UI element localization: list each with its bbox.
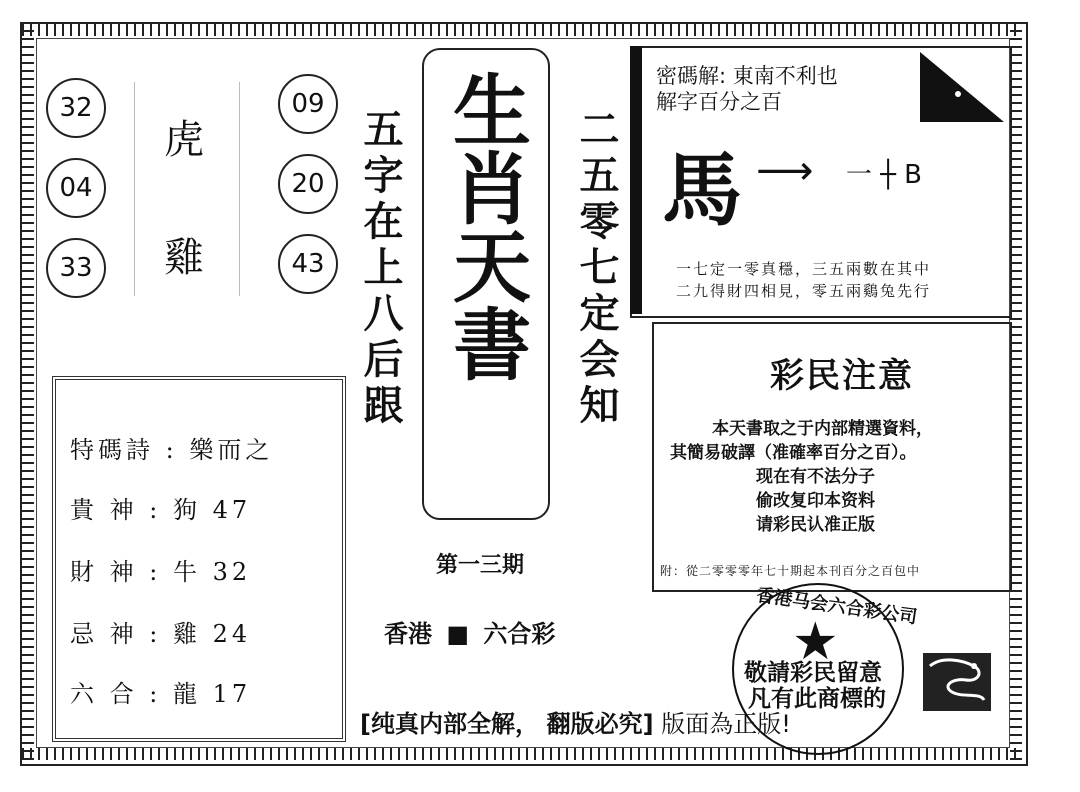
lottery-right: 六合彩 bbox=[483, 620, 556, 648]
notice-line: 偷改复印本资料 bbox=[756, 491, 875, 511]
square-icon: ■ bbox=[446, 620, 470, 648]
poem-value: 狗 47 bbox=[173, 496, 252, 524]
poem-row bbox=[70, 552, 251, 587]
greek-key-border-top bbox=[22, 24, 1022, 36]
poem-row bbox=[70, 674, 251, 709]
cipher-label: 密碼解: bbox=[656, 64, 727, 88]
number-ball: 33 bbox=[46, 238, 106, 298]
poem-sep: : bbox=[149, 558, 162, 586]
poem-value: 雞 24 bbox=[173, 620, 252, 648]
poem-sep: : bbox=[149, 620, 162, 648]
page-title: 生肖天書 bbox=[440, 70, 531, 382]
poem-value: 樂而之 bbox=[189, 436, 274, 464]
poem-row bbox=[70, 430, 273, 465]
number-ball: 09 bbox=[278, 74, 338, 134]
trademark-logo-icon bbox=[922, 652, 992, 712]
poem-label: 財 神 bbox=[70, 558, 138, 586]
lottery-name bbox=[384, 614, 555, 649]
right-vertical-slogan: 二五零七定会知 bbox=[573, 108, 619, 430]
footer-part: 版面為正版! bbox=[661, 710, 791, 738]
notice-line: 其簡易破譯（准確率百分之百）。 bbox=[670, 443, 917, 463]
poem-value: 龍 17 bbox=[173, 680, 252, 708]
poem-label: 貴 神 bbox=[70, 496, 138, 524]
cipher-line2: 解字百分之百 bbox=[656, 90, 782, 114]
notice-line: 请彩民认准正版 bbox=[756, 515, 875, 535]
number-ball: 32 bbox=[46, 78, 106, 138]
cipher-verse: 一七定一零真穩，三五兩數在其中 bbox=[676, 260, 932, 278]
cipher-verse: 二九得財四相見，零五兩鷄兔先行 bbox=[676, 282, 932, 300]
poem-row bbox=[70, 490, 251, 525]
footer-part: [纯真内部全解， bbox=[360, 710, 539, 738]
footer-slogan bbox=[360, 704, 791, 739]
number-ball: 43 bbox=[278, 234, 338, 294]
stamp-line: 凡有此商標的 bbox=[748, 686, 886, 712]
arrow-right-icon: ⟶ bbox=[756, 148, 814, 194]
poem-sep: : bbox=[149, 496, 162, 524]
number-ball: 04 bbox=[46, 158, 106, 218]
cipher-side-bar bbox=[630, 46, 642, 314]
poem-sep: : bbox=[165, 436, 178, 464]
stamp-line: 敬請彩民留意 bbox=[744, 660, 882, 686]
poem-label: 忌 神 bbox=[70, 620, 138, 648]
poem-value: 牛 32 bbox=[173, 558, 252, 586]
triangle-icon bbox=[918, 50, 1006, 126]
poem-label: 六 合 bbox=[70, 680, 138, 708]
zodiac-top: 虎 bbox=[164, 117, 204, 163]
notice-line: 本天書取之于内部精選資料， bbox=[712, 419, 933, 439]
big-horse-char: 馬 bbox=[662, 143, 742, 237]
footer-part: 翻版必究] bbox=[546, 710, 654, 738]
greek-key-border-bottom bbox=[22, 748, 1022, 760]
issue-number: 第一三期 bbox=[436, 553, 525, 578]
star-icon: ★ bbox=[792, 612, 839, 672]
left-vertical-slogan: 五字在上八后跟 bbox=[357, 108, 403, 430]
lottery-left: 香港 bbox=[384, 620, 432, 648]
number-ball: 20 bbox=[278, 154, 338, 214]
notice-footnote: 附：從二零零零年七十期起本刊百分之百包中 bbox=[660, 564, 921, 578]
cipher-value: 東南不利也 bbox=[732, 64, 838, 88]
cipher-result: 一 ┼ B bbox=[846, 160, 923, 190]
notice-title: 彩民注意 bbox=[770, 356, 914, 396]
greek-key-border-left bbox=[22, 24, 34, 760]
notice-line: 现在有不法分子 bbox=[756, 467, 875, 487]
poem-label: 特碼詩 bbox=[70, 436, 154, 464]
seal-ring-text: 香港马会六合彩公司 bbox=[755, 584, 919, 629]
poem-row bbox=[70, 614, 251, 649]
zodiac-bottom: 雞 bbox=[164, 235, 204, 281]
poem-sep: : bbox=[149, 680, 162, 708]
